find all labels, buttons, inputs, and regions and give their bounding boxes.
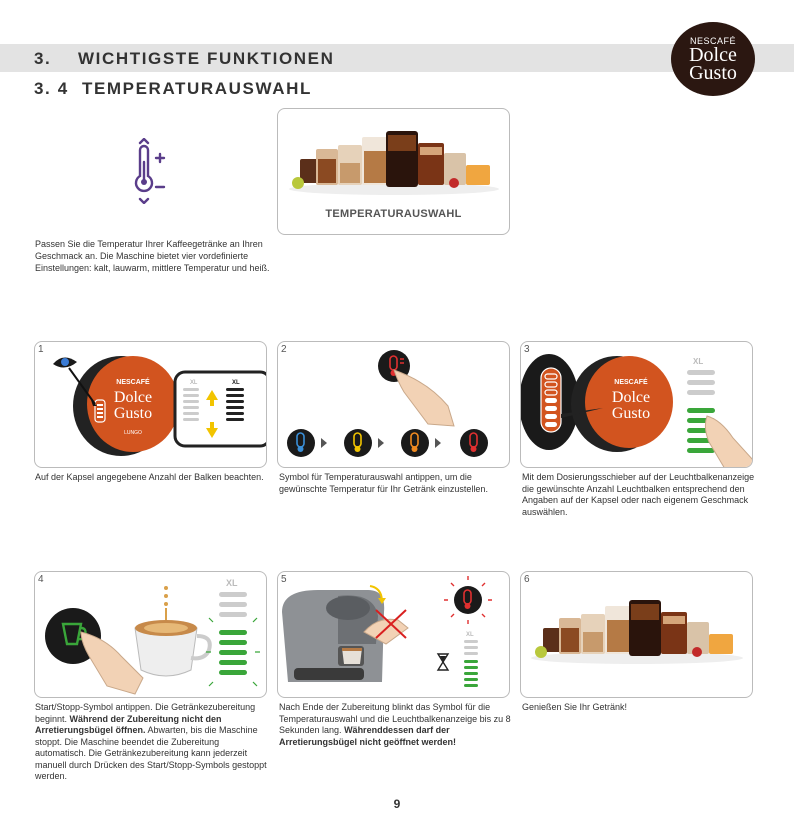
intro-text: Passen Sie die Temperatur Ihrer Kaffeegetränke an Ihren Geschmack an. Die Maschine bietet vier vordefinierte Einstellungen: kalt, lauwarm, mittlere Temperatur und heiß. (35, 239, 270, 273)
step-5-text-warning: Währenddessen darf der Arretierungsbügel nicht geöffnet werden! (279, 725, 457, 747)
capsule-gusto: Gusto (611, 405, 651, 422)
step-4-panel (34, 571, 267, 698)
page-number: 9 (393, 797, 401, 811)
section-title (34, 49, 334, 69)
hero-drinks-panel (277, 108, 510, 235)
section-number: 3. (34, 49, 52, 68)
step-number: 1 (38, 344, 44, 355)
logo-brand: NESCAFÉ (689, 36, 736, 46)
step-1-text: Auf der Kapsel angegebene Anzahl der Balken beachten. (35, 472, 264, 482)
step-3-panel (520, 341, 753, 468)
step-3-text: Mit dem Dosierungsschieber auf der Leuchtbalkenanzeige die gewünschte Anzahl Leuchtbalken entsprechend den Angaben auf der Kapsel oder nach eigenem Geschmack auswählen. (522, 472, 755, 517)
step-1-illustration (35, 342, 267, 468)
section-title-text: WICHTIGSTE FUNKTIONEN (78, 49, 335, 68)
step-number: 2 (281, 344, 287, 355)
step-5-panel (277, 571, 510, 698)
subsection-title-text: TEMPERATURAUSWAHL (82, 79, 312, 98)
xl-label: XL (693, 357, 704, 366)
temperature-icon (126, 138, 176, 204)
capsule-brand: NESCAFÉ (614, 379, 648, 386)
step-3-illustration (521, 342, 753, 468)
step-1-panel (34, 341, 267, 468)
logo-gusto: Gusto (689, 62, 737, 84)
hero-caption: TEMPERATURAUSWAHL (325, 208, 462, 220)
dolce-gusto-logo (671, 22, 755, 96)
xl-label: XL (232, 380, 240, 386)
capsule-variant: LUNGO (124, 430, 142, 436)
capsule-gusto: Gusto (113, 405, 153, 422)
step-4-text (35, 702, 271, 783)
logo-dolce: Dolce (689, 44, 737, 66)
step-number: 3 (524, 344, 530, 355)
step-5-illustration (278, 572, 510, 698)
step-number: 6 (524, 574, 530, 585)
step-4-text-part1: Start/Stopp-Symbol antippen. Die Getränkezubereitung beginnt. (35, 702, 256, 724)
xl-label: XL (190, 380, 198, 386)
step-6-illustration (521, 572, 753, 698)
capsule-dolce: Dolce (113, 389, 153, 406)
drinks-illustration (278, 109, 510, 209)
xl-label: XL (226, 578, 238, 588)
xl-label: XL (466, 632, 474, 638)
subsection-number: 3. 4 (34, 79, 69, 98)
logo-name (671, 46, 755, 82)
temperature-level-icons (287, 429, 488, 457)
step-4-text-part2: Abwarten, bis die Maschine stoppt. Die Maschine beendet die Zubereitung automatisch. Die Getränkezubereitung kann jederzeit manuell durch Drücken des Start/Stopp-Symbols gestoppt werden. (35, 725, 267, 781)
step-2-panel (277, 341, 510, 468)
step-2-illustration (278, 342, 510, 468)
subsection-title (34, 79, 312, 99)
step-number: 5 (281, 574, 287, 585)
step-5-text (279, 702, 515, 748)
step-4-text-warning: Während der Zubereitung nicht den Arretierungsbügel öffnen. (35, 713, 222, 735)
step-4-illustration (35, 572, 267, 698)
step-number: 4 (38, 574, 44, 585)
capsule-brand: NESCAFÉ (116, 379, 150, 386)
step-5-text-part1: Nach Ende der Zubereitung blinkt das Symbol für die Temperaturauswahl und die Leuchtbalkenanzeige bis zu 8 Sekunden lang. (279, 702, 511, 735)
step-6-text: Genießen Sie Ihr Getränk! (522, 702, 628, 712)
step-6-panel (520, 571, 753, 698)
step-2-text: Symbol für Temperaturauswahl antippen, um die gewünschte Temperatur für Ihr Getränk einzustellen. (279, 472, 488, 494)
capsule-dolce: Dolce (611, 389, 651, 406)
